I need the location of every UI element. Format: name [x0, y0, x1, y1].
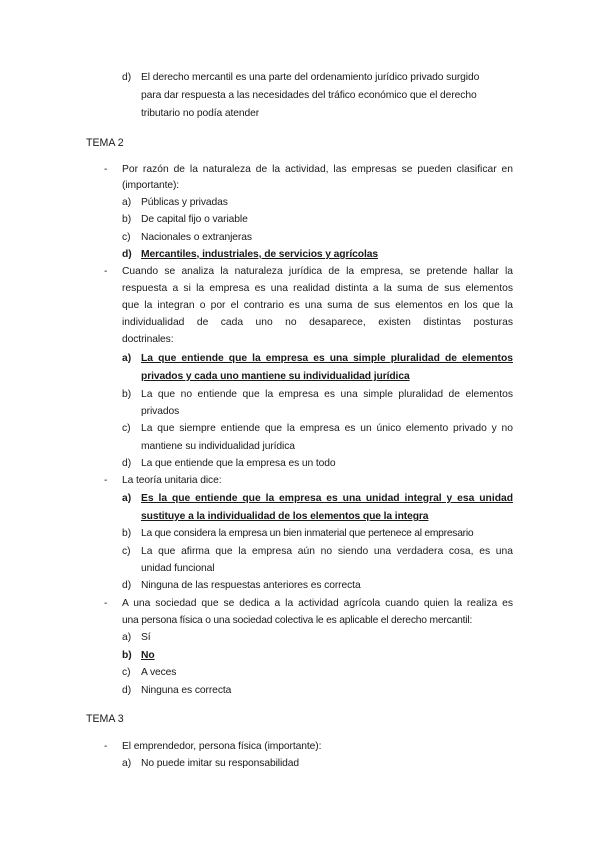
correct-option-text: Mercantiles, industriales, de servicios y agrícolas: [141, 249, 378, 260]
question-text: El emprendedor, persona física (importante):: [122, 741, 322, 752]
correct-option-marker: a): [122, 353, 132, 364]
option-marker: c): [122, 423, 131, 434]
question-dash: -: [104, 475, 108, 486]
option-text: A veces: [141, 667, 177, 678]
question-text-line: individualidad de cada uno no desaparece, existen distintas posturas: [122, 317, 513, 328]
option-marker: a): [122, 632, 132, 643]
question-text-line: doctrinales:: [122, 334, 174, 345]
option-marker: c): [122, 546, 131, 557]
correct-option-text-line: La que entiende que la empresa es una simple pluralidad de elementos: [141, 353, 513, 364]
question-text-line: una persona física o una sociedad colectiva le es aplicable el derecho mercantil:: [122, 615, 473, 626]
option-text: La que entiende que la empresa es un todo: [141, 458, 336, 469]
option-marker: d): [122, 685, 132, 696]
correct-option-text: No: [141, 650, 155, 661]
question-text: La teoría unitaria dice:: [122, 475, 222, 486]
option-text: Sí: [141, 632, 151, 643]
option-marker: d): [122, 72, 132, 83]
option-text-line: tributario no podía atender: [141, 108, 260, 119]
correct-option-text-line: sustituye a la individualidad de los elementos que la integra: [141, 511, 429, 522]
option-text-line: mantiene su individualidad jurídica: [141, 441, 295, 452]
option-marker: d): [122, 458, 132, 469]
option-text-line: La que siempre entiende que la empresa es un único elemento privado y no: [141, 423, 513, 434]
correct-option-marker: d): [122, 249, 132, 260]
option-marker: a): [122, 197, 132, 208]
option-text-line: La que afirma que la empresa aún no siendo una verdadera cosa, es una: [141, 546, 513, 557]
option-text-line: unidad funcional: [141, 563, 215, 574]
question-text-line: Cuando se analiza la naturaleza jurídica de la empresa, se pretende hallar la: [122, 266, 513, 277]
correct-option-text-line: Es la que entiende que la empresa es una unidad integral y esa unidad: [141, 493, 513, 504]
question-text-line: respuesta a si la empresa es una realidad distinta a la suma de sus elementos: [122, 283, 513, 294]
question-dash: -: [104, 266, 108, 277]
option-text: Ninguna de las respuestas anteriores es correcta: [141, 580, 361, 591]
question-text-line: (importante):: [122, 180, 180, 191]
option-text: Públicas y privadas: [141, 197, 228, 208]
section-heading-tema-2: TEMA 2: [86, 137, 124, 149]
section-heading-tema-3: TEMA 3: [86, 713, 124, 725]
correct-option-marker: b): [122, 650, 132, 661]
question-dash: -: [104, 164, 108, 175]
option-text-line: privados: [141, 406, 180, 417]
option-text-line: La que no entiende que la empresa es una simple pluralidad de elementos: [141, 389, 513, 400]
option-text-line: para dar respuesta a las necesidades del tráfico económico que el derecho: [141, 90, 477, 101]
question-dash: -: [104, 741, 108, 752]
option-text: Nacionales o extranjeras: [141, 232, 252, 243]
correct-option-marker: a): [122, 493, 132, 504]
question-dash: -: [104, 598, 108, 609]
question-text-line: que la integran o por el contrario es una suma de sus elementos en los que la: [122, 300, 513, 311]
option-text: No puede imitar su responsabilidad: [141, 758, 300, 769]
option-text: De capital fijo o variable: [141, 214, 248, 225]
option-marker: b): [122, 528, 132, 539]
option-marker: a): [122, 758, 132, 769]
question-text-line: A una sociedad que se dedica a la actividad agrícola cuando quien la realiza es: [122, 598, 513, 609]
option-marker: c): [122, 667, 131, 678]
option-text-line: El derecho mercantil es una parte del ordenamiento jurídico privado surgido: [141, 72, 480, 83]
option-marker: c): [122, 232, 131, 243]
option-marker: b): [122, 389, 132, 400]
question-text-line: Por razón de la naturaleza de la actividad, las empresas se pueden clasificar en: [122, 164, 513, 175]
option-marker: d): [122, 580, 132, 591]
option-text: Ninguna es correcta: [141, 685, 232, 696]
correct-option-text-line: privados y cada uno mantiene su individualidad jurídica: [141, 371, 410, 382]
option-text: La que considera la empresa un bien inmaterial que pertenece al empresario: [141, 528, 474, 539]
option-marker: b): [122, 214, 132, 225]
